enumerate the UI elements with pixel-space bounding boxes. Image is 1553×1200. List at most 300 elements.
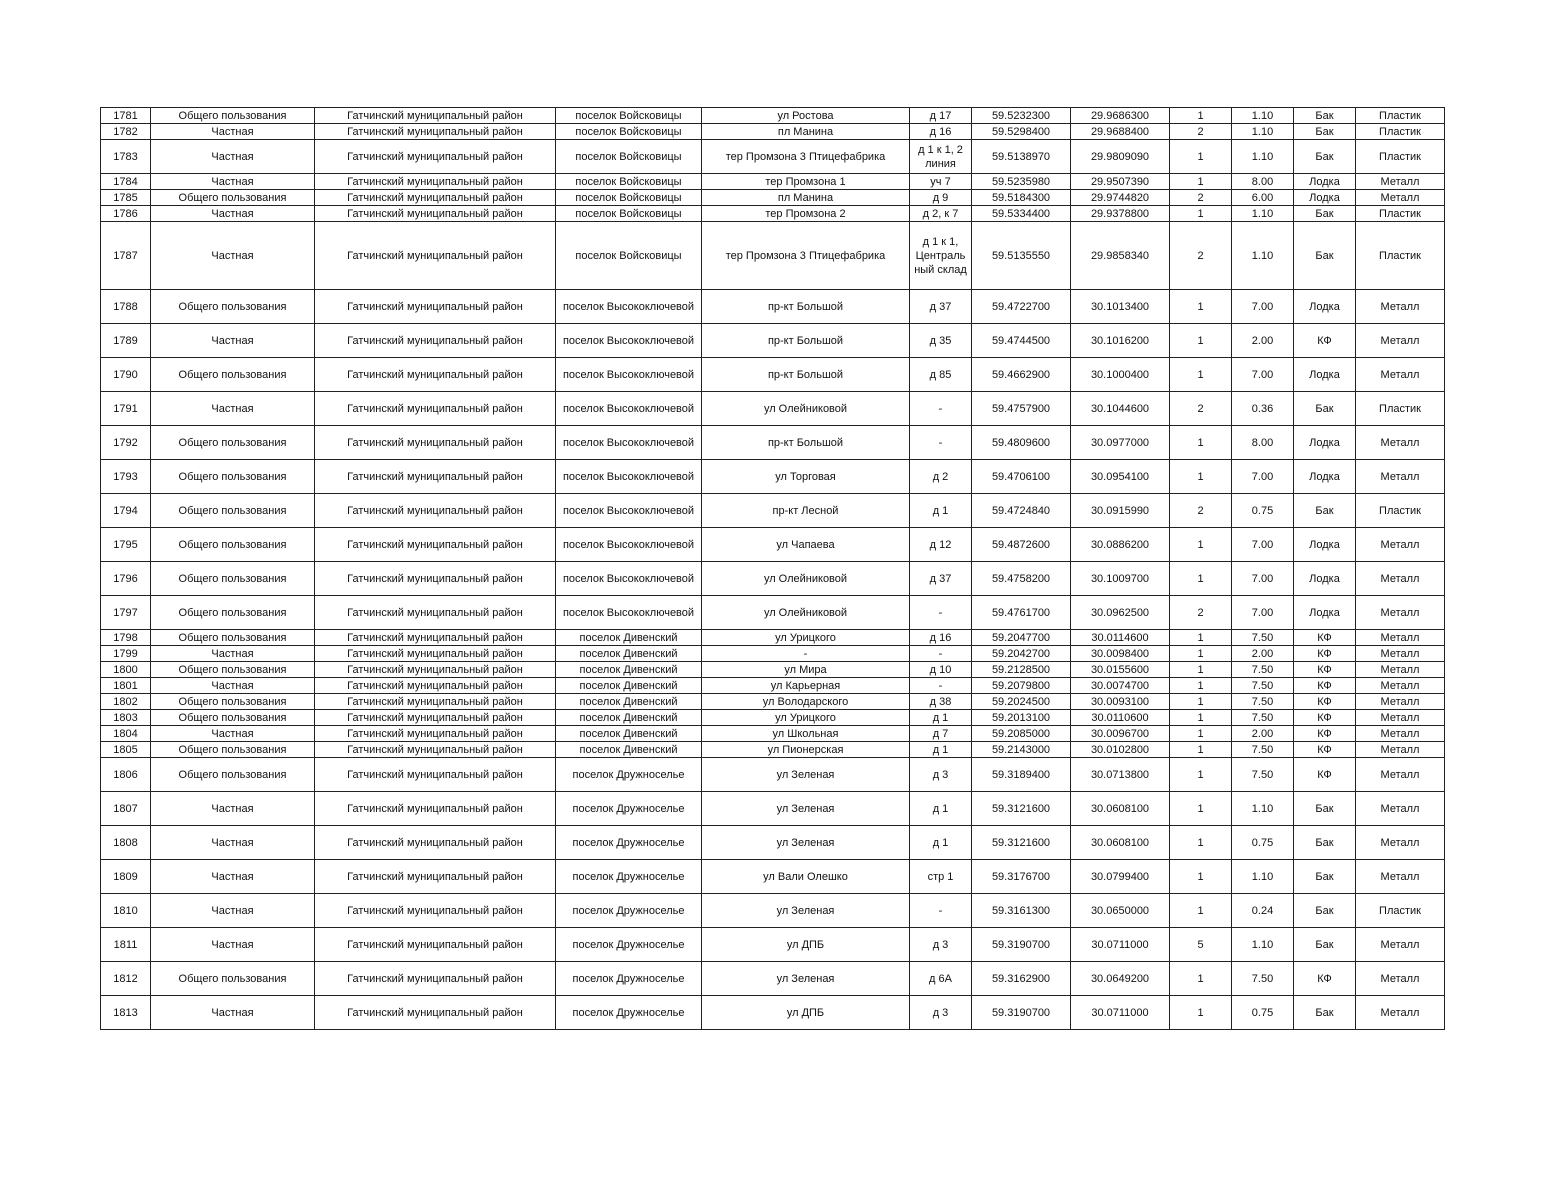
street-cell: ул Зеленая [702,792,910,826]
material-cell: Металл [1356,860,1445,894]
latitude-cell: 59.4758200 [972,562,1071,596]
row-number-cell: 1810 [101,894,151,928]
row-number-cell: 1796 [101,562,151,596]
volume-cell: 0.75 [1232,996,1294,1030]
settlement-cell: поселок Дружноселье [556,928,702,962]
district-cell: Гатчинский муниципальный район [315,174,556,190]
row-number-cell: 1797 [101,596,151,630]
longitude-cell: 29.9507390 [1071,174,1170,190]
material-cell: Металл [1356,710,1445,726]
latitude-cell: 59.4744500 [972,324,1071,358]
material-cell: Металл [1356,460,1445,494]
house-cell: - [910,646,972,662]
volume-cell: 8.00 [1232,426,1294,460]
longitude-cell: 29.9809090 [1071,140,1170,174]
container-type-cell: КФ [1294,758,1356,792]
latitude-cell: 59.5298400 [972,124,1071,140]
house-cell: д 1 [910,710,972,726]
container-type-cell: Бак [1294,124,1356,140]
ownership-type-cell: Частная [151,726,315,742]
container-count-cell: 1 [1170,290,1232,324]
material-cell: Металл [1356,792,1445,826]
district-cell: Гатчинский муниципальный район [315,928,556,962]
latitude-cell: 59.4662900 [972,358,1071,392]
house-cell: - [910,392,972,426]
container-count-cell: 1 [1170,694,1232,710]
container-count-cell: 1 [1170,108,1232,124]
table-row [101,894,1445,928]
row-number-cell: 1812 [101,962,151,996]
volume-cell: 0.75 [1232,826,1294,860]
latitude-cell: 59.2143000 [972,742,1071,758]
street-cell: ул Чапаева [702,528,910,562]
container-count-cell: 1 [1170,460,1232,494]
street-cell: - [702,646,910,662]
ownership-type-cell: Частная [151,996,315,1030]
ownership-type-cell: Общего пользования [151,562,315,596]
table-row [101,528,1445,562]
district-cell: Гатчинский муниципальный район [315,694,556,710]
district-cell: Гатчинский муниципальный район [315,996,556,1030]
container-count-cell: 1 [1170,792,1232,826]
container-count-cell: 1 [1170,894,1232,928]
ownership-type-cell: Общего пользования [151,596,315,630]
street-cell: пр-кт Большой [702,426,910,460]
ownership-type-cell: Частная [151,894,315,928]
table-row [101,826,1445,860]
material-cell: Пластик [1356,494,1445,528]
settlement-cell: поселок Высокоключевой [556,358,702,392]
container-type-cell: Лодка [1294,426,1356,460]
container-type-cell: КФ [1294,678,1356,694]
settlement-cell: поселок Войсковицы [556,222,702,290]
row-number-cell: 1802 [101,694,151,710]
material-cell: Металл [1356,726,1445,742]
table-row [101,860,1445,894]
street-cell: ул Олейниковой [702,562,910,596]
material-cell: Металл [1356,996,1445,1030]
row-number-cell: 1782 [101,124,151,140]
volume-cell: 7.50 [1232,678,1294,694]
volume-cell: 8.00 [1232,174,1294,190]
settlement-cell: поселок Высокоключевой [556,562,702,596]
row-number-cell: 1784 [101,174,151,190]
table-row [101,174,1445,190]
house-cell: д 12 [910,528,972,562]
settlement-cell: поселок Дружноселье [556,860,702,894]
volume-cell: 1.10 [1232,140,1294,174]
house-cell: д 7 [910,726,972,742]
container-count-cell: 1 [1170,174,1232,190]
ownership-type-cell: Общего пользования [151,460,315,494]
longitude-cell: 30.0155600 [1071,662,1170,678]
container-count-cell: 1 [1170,742,1232,758]
latitude-cell: 59.5334400 [972,206,1071,222]
material-cell: Металл [1356,358,1445,392]
table-row [101,222,1445,290]
row-number-cell: 1804 [101,726,151,742]
district-cell: Гатчинский муниципальный район [315,222,556,290]
settlement-cell: поселок Дружноселье [556,792,702,826]
row-number-cell: 1800 [101,662,151,678]
house-cell: д 10 [910,662,972,678]
street-cell: ул Зеленая [702,962,910,996]
row-number-cell: 1791 [101,392,151,426]
settlement-cell: поселок Дивенский [556,726,702,742]
volume-cell: 1.10 [1232,108,1294,124]
district-cell: Гатчинский муниципальный район [315,962,556,996]
ownership-type-cell: Частная [151,646,315,662]
house-cell: д 3 [910,928,972,962]
longitude-cell: 30.1044600 [1071,392,1170,426]
container-count-cell: 1 [1170,860,1232,894]
table-row [101,324,1445,358]
district-cell: Гатчинский муниципальный район [315,894,556,928]
table-row [101,928,1445,962]
district-cell: Гатчинский муниципальный район [315,358,556,392]
latitude-cell: 59.4724840 [972,494,1071,528]
row-number-cell: 1811 [101,928,151,962]
volume-cell: 0.24 [1232,894,1294,928]
house-cell: д 1 [910,792,972,826]
longitude-cell: 30.0649200 [1071,962,1170,996]
material-cell: Металл [1356,290,1445,324]
container-type-cell: КФ [1294,962,1356,996]
district-cell: Гатчинский муниципальный район [315,562,556,596]
street-cell: тер Промзона 3 Птицефабрика [702,222,910,290]
settlement-cell: поселок Войсковицы [556,206,702,222]
container-type-cell: Бак [1294,494,1356,528]
street-cell: ул Зеленая [702,758,910,792]
district-cell: Гатчинский муниципальный район [315,290,556,324]
latitude-cell: 59.3190700 [972,928,1071,962]
district-cell: Гатчинский муниципальный район [315,124,556,140]
material-cell: Металл [1356,630,1445,646]
table-row [101,290,1445,324]
volume-cell: 7.50 [1232,962,1294,996]
longitude-cell: 30.0915990 [1071,494,1170,528]
row-number-cell: 1793 [101,460,151,494]
table-row [101,124,1445,140]
longitude-cell: 30.0886200 [1071,528,1170,562]
material-cell: Металл [1356,646,1445,662]
container-type-cell: Бак [1294,392,1356,426]
latitude-cell: 59.5235980 [972,174,1071,190]
row-number-cell: 1806 [101,758,151,792]
table-row [101,392,1445,426]
row-number-cell: 1799 [101,646,151,662]
ownership-type-cell: Общего пользования [151,694,315,710]
ownership-type-cell: Частная [151,174,315,190]
longitude-cell: 30.0074700 [1071,678,1170,694]
latitude-cell: 59.3189400 [972,758,1071,792]
ownership-type-cell: Частная [151,140,315,174]
material-cell: Металл [1356,174,1445,190]
container-count-cell: 2 [1170,494,1232,528]
house-cell: - [910,678,972,694]
district-cell: Гатчинский муниципальный район [315,528,556,562]
material-cell: Металл [1356,962,1445,996]
container-count-cell: 2 [1170,596,1232,630]
container-type-cell: Бак [1294,222,1356,290]
table-row [101,140,1445,174]
volume-cell: 7.00 [1232,460,1294,494]
container-type-cell: Бак [1294,140,1356,174]
longitude-cell: 30.1016200 [1071,324,1170,358]
house-cell: д 3 [910,758,972,792]
settlement-cell: поселок Высокоключевой [556,426,702,460]
volume-cell: 1.10 [1232,206,1294,222]
volume-cell: 7.00 [1232,290,1294,324]
street-cell: пр-кт Большой [702,290,910,324]
container-count-cell: 1 [1170,726,1232,742]
table-row [101,460,1445,494]
district-cell: Гатчинский муниципальный район [315,108,556,124]
row-number-cell: 1813 [101,996,151,1030]
ownership-type-cell: Общего пользования [151,962,315,996]
container-type-cell: КФ [1294,646,1356,662]
latitude-cell: 59.5232300 [972,108,1071,124]
volume-cell: 6.00 [1232,190,1294,206]
longitude-cell: 30.0954100 [1071,460,1170,494]
longitude-cell: 30.1009700 [1071,562,1170,596]
volume-cell: 0.75 [1232,494,1294,528]
ownership-type-cell: Частная [151,222,315,290]
district-cell: Гатчинский муниципальный район [315,758,556,792]
table-row [101,190,1445,206]
container-type-cell: Лодка [1294,174,1356,190]
latitude-cell: 59.4722700 [972,290,1071,324]
settlement-cell: поселок Высокоключевой [556,528,702,562]
material-cell: Пластик [1356,140,1445,174]
street-cell: ул Олейниковой [702,596,910,630]
longitude-cell: 29.9688400 [1071,124,1170,140]
street-cell: пр-кт Лесной [702,494,910,528]
row-number-cell: 1781 [101,108,151,124]
material-cell: Металл [1356,324,1445,358]
district-cell: Гатчинский муниципальный район [315,826,556,860]
volume-cell: 7.00 [1232,562,1294,596]
container-count-cell: 1 [1170,646,1232,662]
street-cell: ул ДПБ [702,996,910,1030]
container-count-cell: 5 [1170,928,1232,962]
ownership-type-cell: Частная [151,392,315,426]
longitude-cell: 30.0713800 [1071,758,1170,792]
container-type-cell: КФ [1294,726,1356,742]
district-cell: Гатчинский муниципальный район [315,630,556,646]
ownership-type-cell: Частная [151,206,315,222]
container-count-cell: 2 [1170,392,1232,426]
street-cell: ул Урицкого [702,710,910,726]
table-row [101,358,1445,392]
container-count-cell: 2 [1170,222,1232,290]
settlement-cell: поселок Дружноселье [556,996,702,1030]
street-cell: ул Олейниковой [702,392,910,426]
house-cell: д 16 [910,124,972,140]
material-cell: Пластик [1356,222,1445,290]
house-cell: д 1 к 1, Централь ный склад [910,222,972,290]
latitude-cell: 59.3121600 [972,826,1071,860]
district-cell: Гатчинский муниципальный район [315,494,556,528]
container-type-cell: Лодка [1294,358,1356,392]
volume-cell: 7.50 [1232,758,1294,792]
settlement-cell: поселок Дивенский [556,662,702,678]
district-cell: Гатчинский муниципальный район [315,646,556,662]
district-cell: Гатчинский муниципальный район [315,190,556,206]
ownership-type-cell: Общего пользования [151,710,315,726]
ownership-type-cell: Общего пользования [151,662,315,678]
longitude-cell: 30.0650000 [1071,894,1170,928]
material-cell: Металл [1356,694,1445,710]
table-row [101,646,1445,662]
district-cell: Гатчинский муниципальный район [315,662,556,678]
street-cell: тер Промзона 1 [702,174,910,190]
street-cell: пл Манина [702,124,910,140]
district-cell: Гатчинский муниципальный район [315,726,556,742]
row-number-cell: 1787 [101,222,151,290]
district-cell: Гатчинский муниципальный район [315,792,556,826]
settlement-cell: поселок Высокоключевой [556,290,702,324]
longitude-cell: 30.1013400 [1071,290,1170,324]
street-cell: ул ДПБ [702,928,910,962]
volume-cell: 7.50 [1232,630,1294,646]
latitude-cell: 59.5184300 [972,190,1071,206]
street-cell: ул Урицкого [702,630,910,646]
district-cell: Гатчинский муниципальный район [315,742,556,758]
longitude-cell: 30.0711000 [1071,928,1170,962]
volume-cell: 7.00 [1232,528,1294,562]
table-row [101,758,1445,792]
material-cell: Металл [1356,562,1445,596]
latitude-cell: 59.3190700 [972,996,1071,1030]
container-type-cell: Бак [1294,206,1356,222]
district-cell: Гатчинский муниципальный район [315,460,556,494]
latitude-cell: 59.4757900 [972,392,1071,426]
volume-cell: 7.00 [1232,358,1294,392]
street-cell: ул Пионерская [702,742,910,758]
row-number-cell: 1808 [101,826,151,860]
row-number-cell: 1798 [101,630,151,646]
material-cell: Металл [1356,928,1445,962]
container-count-cell: 1 [1170,426,1232,460]
longitude-cell: 29.9858340 [1071,222,1170,290]
longitude-cell: 29.9686300 [1071,108,1170,124]
ownership-type-cell: Общего пользования [151,528,315,562]
container-type-cell: Бак [1294,860,1356,894]
table-row [101,742,1445,758]
latitude-cell: 59.2128500 [972,662,1071,678]
street-cell: ул Володарского [702,694,910,710]
settlement-cell: поселок Высокоключевой [556,460,702,494]
settlement-cell: поселок Дивенский [556,710,702,726]
volume-cell: 7.50 [1232,662,1294,678]
container-count-cell: 1 [1170,630,1232,646]
latitude-cell: 59.4809600 [972,426,1071,460]
container-type-cell: КФ [1294,742,1356,758]
street-cell: пл Манина [702,190,910,206]
house-cell: - [910,426,972,460]
longitude-cell: 30.0799400 [1071,860,1170,894]
table-row [101,792,1445,826]
row-number-cell: 1801 [101,678,151,694]
house-cell: д 35 [910,324,972,358]
container-type-cell: Лодка [1294,562,1356,596]
settlement-cell: поселок Войсковицы [556,140,702,174]
longitude-cell: 30.0110600 [1071,710,1170,726]
house-cell: д 37 [910,562,972,596]
district-cell: Гатчинский муниципальный район [315,678,556,694]
house-cell: д 1 [910,742,972,758]
ownership-type-cell: Общего пользования [151,630,315,646]
volume-cell: 7.50 [1232,694,1294,710]
container-type-cell: Бак [1294,894,1356,928]
container-count-cell: 1 [1170,324,1232,358]
latitude-cell: 59.5138970 [972,140,1071,174]
volume-cell: 2.00 [1232,646,1294,662]
settlement-cell: поселок Войсковицы [556,190,702,206]
district-cell: Гатчинский муниципальный район [315,392,556,426]
container-count-cell: 2 [1170,124,1232,140]
latitude-cell: 59.2042700 [972,646,1071,662]
container-type-cell: КФ [1294,694,1356,710]
container-count-cell: 1 [1170,678,1232,694]
street-cell: ул Ростова [702,108,910,124]
street-cell: пр-кт Большой [702,358,910,392]
material-cell: Металл [1356,678,1445,694]
latitude-cell: 59.3121600 [972,792,1071,826]
material-cell: Пластик [1356,894,1445,928]
ownership-type-cell: Общего пользования [151,190,315,206]
volume-cell: 1.10 [1232,222,1294,290]
district-cell: Гатчинский муниципальный район [315,426,556,460]
ownership-type-cell: Частная [151,324,315,358]
material-cell: Пластик [1356,392,1445,426]
container-count-cell: 1 [1170,662,1232,678]
house-cell: д 1 к 1, 2 линия [910,140,972,174]
longitude-cell: 30.0962500 [1071,596,1170,630]
container-count-cell: 1 [1170,528,1232,562]
volume-cell: 7.50 [1232,710,1294,726]
volume-cell: 0.36 [1232,392,1294,426]
longitude-cell: 30.0096700 [1071,726,1170,742]
settlement-cell: поселок Высокоключевой [556,494,702,528]
district-cell: Гатчинский муниципальный район [315,596,556,630]
house-cell: д 38 [910,694,972,710]
row-number-cell: 1807 [101,792,151,826]
settlement-cell: поселок Дивенский [556,694,702,710]
container-count-cell: 1 [1170,358,1232,392]
table-row [101,996,1445,1030]
container-type-cell: Лодка [1294,290,1356,324]
district-cell: Гатчинский муниципальный район [315,324,556,358]
longitude-cell: 30.0977000 [1071,426,1170,460]
table-row [101,494,1445,528]
volume-cell: 1.10 [1232,928,1294,962]
ownership-type-cell: Общего пользования [151,290,315,324]
latitude-cell: 59.2013100 [972,710,1071,726]
table-row [101,710,1445,726]
ownership-type-cell: Частная [151,792,315,826]
street-cell: пр-кт Большой [702,324,910,358]
container-type-cell: Бак [1294,792,1356,826]
row-number-cell: 1789 [101,324,151,358]
container-type-cell: Лодка [1294,190,1356,206]
container-type-cell: Бак [1294,996,1356,1030]
table-row [101,678,1445,694]
registry-sheet [100,107,1445,1030]
ownership-type-cell: Частная [151,860,315,894]
latitude-cell: 59.4872600 [972,528,1071,562]
